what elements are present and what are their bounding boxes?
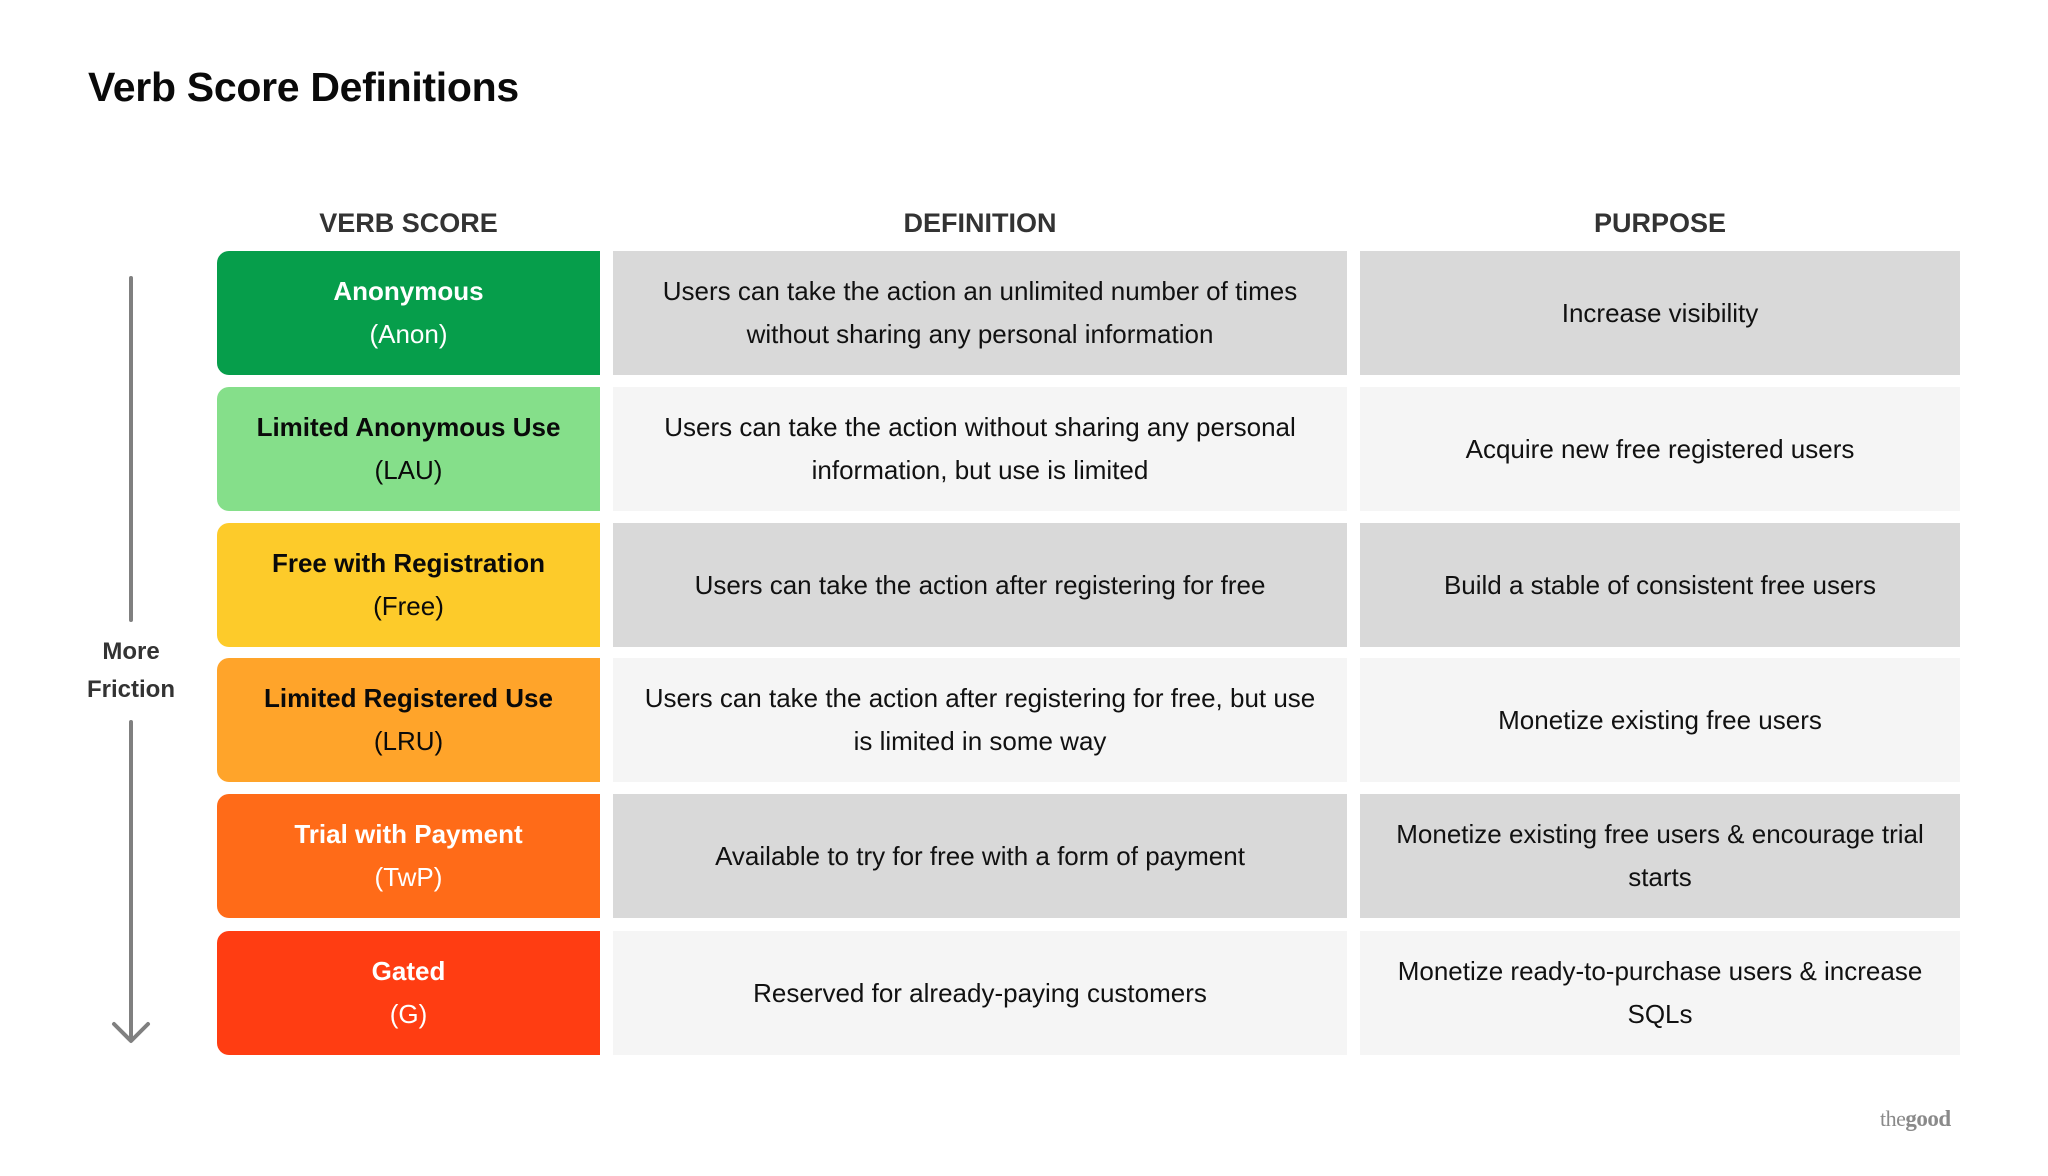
- verb-score-cell: [217, 658, 600, 782]
- verb-score-cell: [217, 523, 600, 647]
- table-row-limited-registered-use: [217, 658, 1960, 782]
- brand-logo: [1880, 1104, 1951, 1134]
- logo-text-the: the: [1880, 1106, 1906, 1131]
- table-row-limited-anonymous-use: [217, 387, 1960, 511]
- verb-score-abbreviation: (LAU): [374, 455, 443, 485]
- purpose-text: Monetize existing free users: [1498, 704, 1822, 735]
- verb-score-abbreviation: (Anon): [369, 319, 448, 349]
- verb-score-name: Limited Anonymous Use: [256, 412, 561, 442]
- verb-score-name: Limited Registered Use: [264, 683, 553, 713]
- definition-text: Users can take the action an unlimited number of times without sharing any personal information: [662, 276, 1298, 349]
- verb-score-abbreviation: (G): [389, 999, 428, 1029]
- definition-text: Users can take the action after registering for free, but use is limited in some way: [644, 683, 1316, 756]
- verb-score-name: Anonymous: [333, 276, 484, 306]
- purpose-cell: [1360, 251, 1960, 375]
- purpose-cell: [1360, 387, 1960, 511]
- definition-cell: [613, 931, 1347, 1055]
- friction-label-line2: Friction: [87, 676, 175, 703]
- verb-score-cell: [217, 931, 600, 1055]
- purpose-cell: [1360, 794, 1960, 918]
- purpose-cell: [1360, 931, 1960, 1055]
- verb-score-cell: [217, 251, 600, 375]
- page-title: Verb Score Definitions: [88, 64, 519, 110]
- verb-score-name: Free with Registration: [271, 548, 546, 578]
- verb-score-cell: [217, 794, 600, 918]
- definition-cell: [613, 387, 1347, 511]
- definition-cell: [613, 523, 1347, 647]
- purpose-text: Monetize ready-to-purchase users & increase SQLs: [1397, 956, 1923, 1029]
- friction-indicator: [60, 0, 202, 1176]
- definition-text: Users can take the action after registering for free: [694, 569, 1266, 600]
- purpose-text: Monetize existing free users & encourage trial starts: [1396, 819, 1924, 892]
- verb-score-name: Trial with Payment: [294, 819, 523, 849]
- table-row-trial-with-payment: [217, 794, 1960, 918]
- definition-cell: [613, 658, 1347, 782]
- column-header-definition: DEFINITION: [903, 208, 1057, 238]
- purpose-text: Build a stable of consistent free users: [1443, 569, 1877, 600]
- table-row-gated: [217, 931, 1960, 1055]
- definition-text: Reserved for already-paying customers: [753, 977, 1207, 1008]
- purpose-cell: [1360, 658, 1960, 782]
- table-row-anonymous: [217, 251, 1960, 375]
- down-arrow-icon: [60, 0, 202, 1176]
- verb-score-abbreviation: (Free): [373, 591, 444, 621]
- verb-score-abbreviation: (LRU): [373, 726, 444, 756]
- verb-score-cell: [217, 387, 600, 511]
- purpose-cell: [1360, 523, 1960, 647]
- purpose-text: Acquire new free registered users: [1465, 433, 1855, 464]
- verb-score-abbreviation: (TwP): [374, 862, 443, 892]
- friction-label-line1: More: [102, 638, 160, 665]
- definition-text: Users can take the action without sharing any personal information, but use is limited: [664, 412, 1296, 485]
- logo-text-good: good: [1905, 1106, 1951, 1131]
- definition-text: Available to try for free with a form of payment: [715, 840, 1245, 871]
- definition-cell: [613, 794, 1347, 918]
- column-header-verb-score: VERB SCORE: [319, 208, 498, 238]
- definition-cell: [613, 251, 1347, 375]
- purpose-text: Increase visibility: [1561, 297, 1759, 328]
- friction-label: [60, 633, 202, 709]
- column-header-purpose: PURPOSE: [1593, 208, 1727, 238]
- verb-score-name: Gated: [371, 956, 446, 986]
- table-row-free-with-registration: [217, 523, 1960, 647]
